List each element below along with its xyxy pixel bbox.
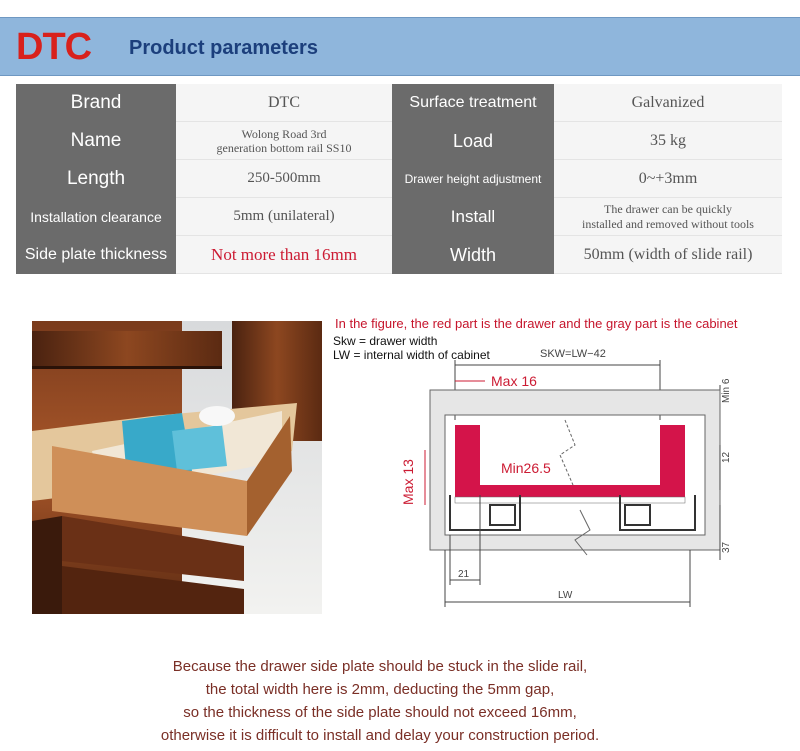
param-value-line: Wolong Road 3rd [241,126,327,141]
drawer-photo [32,321,322,614]
min6-label: Min 6 [721,378,732,403]
dim-21-label: 21 [458,569,470,580]
left-rail-profile [490,505,515,525]
footer-line: otherwise it is difficult to install and delay your construction period. [160,727,600,744]
footer-line: Because the drawer side plate should be stuck in the slide rail, [172,658,588,675]
param-key: Load [392,122,554,160]
param-value: 35 kg [554,122,782,160]
param-key: Brand [16,84,176,122]
header-banner [0,17,800,76]
param-value: 0~+3mm [554,160,782,198]
min265-label: Min26.5 [501,460,551,476]
skw-formula-label: SKW=LW−42 [540,348,606,360]
param-key: Name [16,122,176,160]
param-value-line: generation bottom rail SS10 [216,140,352,155]
table-row [16,122,782,160]
param-value: Galvanized [554,84,782,122]
param-key: Installation clearance [16,198,176,236]
lw-label: LW [558,590,573,601]
param-value [554,198,782,236]
drawer-photo-image [32,321,322,614]
dim-12-label: 12 [721,451,732,463]
table-row [16,236,782,274]
max13-label: Max 13 [400,459,416,505]
param-value-line: installed and removed without tools [582,216,754,231]
parameters-table [16,84,782,274]
param-value [176,122,392,160]
param-value: DTC [176,84,392,122]
param-value: 250-500mm [176,160,392,198]
brand-logo: DTC [16,26,92,68]
param-value: Not more than 16mm [176,236,392,274]
param-key: Install [392,198,554,236]
footer-line: the total width here is 2mm, deducting the 5mm gap, [205,681,555,698]
param-key: Length [16,160,176,198]
page-title: Product parameters [129,37,318,59]
param-key: Side plate thickness [16,236,176,274]
param-value-line: The drawer can be quickly [604,201,732,216]
break-line [560,420,575,485]
param-key: Surface treatment [392,84,554,122]
param-key: Drawer height adjustment [392,160,554,198]
table-row [16,160,782,198]
lw-definition: LW = internal width of cabinet [333,348,490,362]
table-row [16,84,782,122]
drawer-bottom [455,497,685,503]
installation-diagram [395,345,745,610]
param-value: 5mm (unilateral) [176,198,392,236]
right-rail-profile [625,505,650,525]
dim-37-label: 37 [721,541,732,553]
drawer-shape [455,425,685,497]
skw-definition: Skw = drawer width [333,334,438,348]
max16-label: Max 16 [491,373,537,389]
table-row [16,198,782,236]
param-value: 50mm (width of slide rail) [554,236,782,274]
footer-line: so the thickness of the side plate should not exceed 16mm, [183,704,577,721]
param-key: Width [392,236,554,274]
footer-explanation [0,655,760,747]
figure-caption: In the figure, the red part is the drawer and the gray part is the cabinet [335,316,738,331]
